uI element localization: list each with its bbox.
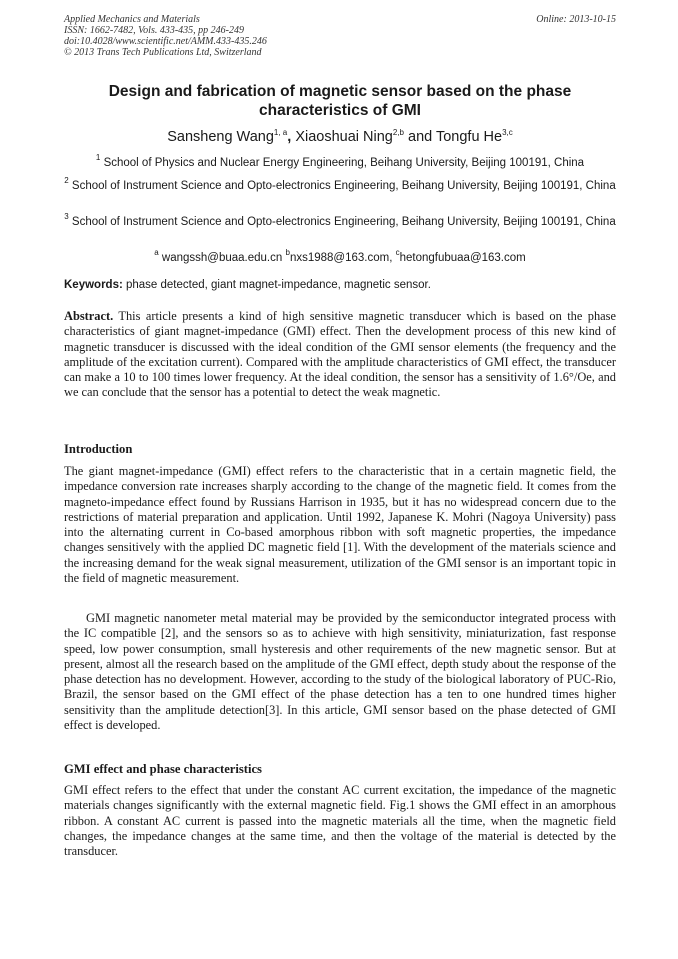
author-name: Xiaoshuai Ning (295, 129, 393, 145)
keywords-text: phase detected, giant magnet-impedance, magnetic sensor. (122, 279, 431, 291)
email-superscript: c (395, 248, 400, 257)
abstract-label: Abstract. (64, 309, 114, 323)
intro-paragraph-1: The giant magnet-impedance (GMI) effect refers to the characteristic that in a certain magnetic field, the impedance conversion rate increases sharply according to the change of the magnetic field. It comes from the magneto-impedance effect found by Russians Harrison in 1935, but it has no widespread concern due to the restrictions of material preparation and application. Until 1992, Japanese K. Mohri (Nagoya University) pass into the alternating current in Co-based amorphous ribbon with soft magnetic properties, the impedance changes sensitively with the applied DC magnetic field [1]. With the development of the materials science and the increasing demand for the weak signal measurement, utilization of the GMI sensor is an important topic in the field of magnetic measurement. (64, 464, 616, 586)
email-address: nxs1988@163.com (289, 252, 390, 264)
abstract (64, 309, 616, 401)
author-name: Sansheng Wang (167, 129, 274, 145)
affiliation-2 (64, 176, 616, 194)
journal-name: Applied Mechanics and Materials (64, 14, 200, 25)
email-superscript: b (285, 248, 290, 257)
email-line: $^a$ wangssh@buaa.edu.cn $^b$nxs1988@163.com, $^c$hetongfubuaa@163.com (154, 248, 526, 264)
gmi-paragraph-1: GMI effect refers to the effect that under the constant AC current excitation, the impedance of the magnetic materials changes significantly with the external magnetic field. Fig.1 shows the GMI effect in an amorphous ribbon. A constant AC current is passed into the magnetic materials all the time, when the magnetic field changes, the impedance changes at the same time, and then the voltage of the material is detected by the transducer. (64, 783, 616, 859)
affiliation-number: 3 (64, 212, 69, 221)
doi-line: doi:10.4028/www.scientific.net/AMM.433-435.246 (64, 36, 267, 47)
keywords-label: Keywords: (64, 279, 123, 291)
journal-header (64, 14, 616, 58)
section-heading-gmi-effect: GMI effect and phase characteristics (64, 762, 262, 776)
author-separator: and (403, 129, 436, 145)
email-superscript: a (154, 248, 159, 257)
author-superscript: 3,c (502, 128, 513, 137)
intro-paragraph-2: GMI magnetic nanometer metal material may be provided by the semiconductor integrated process with the IC compatible [2], and the sensors so as to achieve with high sensitivity, miniaturization, fast response speed, low power consumption, small hysteresis and other requirements of the new magnetic sensor. But at present, almost all the research based on the amplitude of the GMI effect, depth study about the response of the phase detection has no development. However, according to the study of the biological laboratory of PUC-Rio, Brazil, the sensor based on the GMI effect of the phase detection has a ten to one hundred times higher sensitivity than the amplitude detection[3]. In this article, GMI sensor based on the phase detected of GMI effect is developed. (64, 611, 616, 733)
section-heading-introduction: Introduction (64, 442, 133, 456)
copyright-line: © 2013 Trans Tech Publications Ltd, Switzerland (64, 47, 262, 58)
author-superscript: 1, a (273, 128, 288, 137)
author-separator: , (287, 129, 296, 145)
affiliation-text: School of Instrument Science and Opto-electronics Engineering, Beihang University, Beijing 100191, China (71, 216, 616, 228)
abstract-text: This article presents a kind of high sensitive magnetic transducer which is based on the phase characteristics of giant magnet-impedance (GMI) effect. Then the development process of this new kind of magnetic transducer is discussed with the ideal condition of the GMI sensor elements (the frequency and the amplitude of the excitation current). Compared with the amplitude characteristics of GMI effect, the transducer can make a 10 to 100 times lower frequency. At the ideal condition, the sensor has a sensitivity of 1.6°/Oe, and we can conclude that the sensor has a potential to detect the weak magnetic. (64, 309, 616, 400)
author-name: Tongfu He (435, 129, 503, 145)
affiliation-3 (64, 212, 616, 230)
affiliation-1 (64, 153, 616, 171)
affiliation-text: School of Physics and Nuclear Energy Engineering, Beihang University, Beijing 100191, China (103, 157, 585, 169)
email-address: wangssh@buaa.edu.cn (161, 252, 283, 264)
email-address: hetongfubuaa@163.com (399, 252, 526, 264)
issn-line: ISSN: 1662-7482, Vols. 433-435, pp 246-249 (64, 25, 244, 36)
author-list (64, 128, 616, 146)
keywords (64, 278, 616, 292)
online-date: Online: 2013-10-15 (536, 14, 616, 25)
affiliation-text: School of Instrument Science and Opto-electronics Engineering, Beihang University, Beijing 100191, China (71, 180, 616, 192)
affiliation-number: 1 (95, 153, 101, 162)
paper-title: Design and fabrication of magnetic sensor based on the phase characteristics of GMI (108, 83, 572, 119)
author-superscript: 2,b (392, 128, 404, 137)
affiliation-number: 2 (64, 176, 69, 185)
